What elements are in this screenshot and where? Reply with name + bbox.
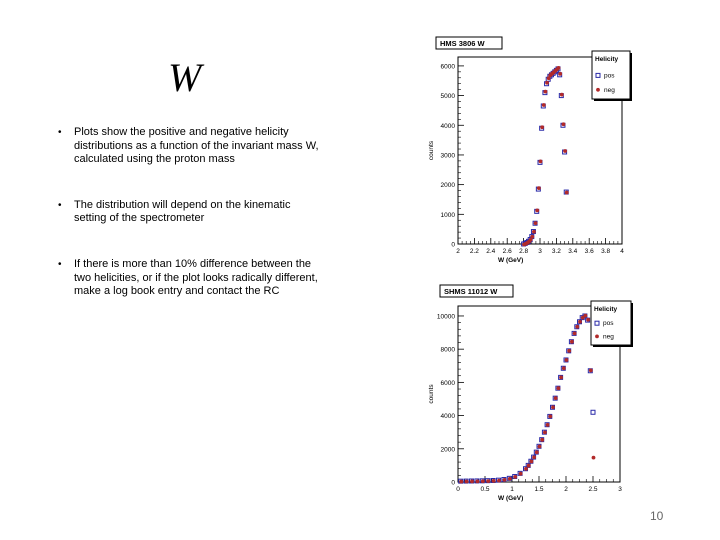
bullet-dot-icon: • [58,199,62,211]
x-tick-label: 2.8 [519,248,529,255]
data-point-neg [486,479,490,483]
legend-marker-neg [596,88,600,92]
data-point-neg [540,438,544,442]
x-tick-label: 2.5 [588,486,598,493]
shms-w-chart [425,280,640,505]
data-point-neg [513,475,517,479]
hms-w-chart [425,33,640,265]
y-tick-label: 5000 [440,93,455,101]
data-point-pos [591,410,595,414]
data-point-neg [497,479,501,483]
bullet-text: If there is more than 10% difference between the two helicities, or if the plot looks radically different, make a log book entry and contact the RC [74,257,318,298]
x-tick-label: 3 [618,486,622,493]
x-tick-label: 2 [564,486,568,493]
y-tick-label: 10000 [436,313,455,321]
bullet-item [58,199,323,226]
data-point-neg [470,480,474,484]
data-point-neg [540,125,544,129]
x-tick-label: 0.5 [480,486,490,493]
data-point-neg [584,314,588,318]
x-axis-label: W (GeV) [498,495,524,502]
y-tick-label: 2000 [440,446,455,454]
data-point-neg [534,221,538,225]
y-tick-label: 1000 [440,211,455,219]
slide-title: W [168,55,202,100]
data-point-neg [573,331,577,335]
data-point-neg [481,479,485,483]
x-tick-label: 3.6 [584,248,594,255]
data-point-neg [465,480,469,484]
x-tick-label: 3.4 [568,248,578,255]
y-tick-label: 6000 [440,379,455,387]
bullet-text: The distribution will depend on the kinematic setting of the spectrometer [74,198,291,225]
data-point-neg [551,405,555,409]
bullet-item [58,258,323,299]
y-tick-label: 4000 [440,122,455,130]
data-point-neg [535,208,539,212]
data-point-neg [562,122,566,126]
shms-w-plot [425,280,640,505]
data-point-neg [578,320,582,324]
bullet-text: Plots show the positive and negative helicity distributions as a function of the invariant mass W, calculated using the proton mass [74,126,319,166]
chart-title: SHMS 11012 W [444,287,498,296]
data-point-neg [559,375,563,379]
data-point-neg [538,445,542,449]
data-point-neg [532,455,536,459]
legend-entry-neg: neg [603,333,614,341]
y-axis-label: counts [428,140,435,161]
data-point-neg [557,66,561,70]
data-point-neg [519,472,523,476]
y-tick-label: 2000 [440,182,455,190]
y-tick-label: 0 [451,241,455,249]
hms-w-plot [425,33,640,265]
data-point-neg [492,479,496,483]
y-tick-label: 0 [451,479,455,487]
x-tick-label: 3 [538,248,542,255]
data-point-neg [565,358,569,362]
page-number: 10 [650,509,664,523]
data-point-neg [527,464,531,468]
data-point-neg [589,369,593,373]
data-point-neg [548,415,552,419]
legend-title: Helicity [595,56,619,63]
y-tick-label: 4000 [440,413,455,421]
data-point-neg [539,159,543,163]
data-point-neg [545,81,549,85]
data-point-neg [586,318,590,322]
bullet-dot-icon: • [58,127,62,138]
data-point-neg [530,460,534,464]
legend-title: Helicity [594,306,618,313]
data-point-neg [544,90,548,94]
data-point-neg [532,230,536,234]
x-tick-label: 2.4 [486,248,496,255]
legend-marker-neg [595,335,599,339]
bullet-item [58,126,323,167]
data-point-neg [530,235,534,239]
y-tick-label: 3000 [440,152,455,160]
x-tick-label: 1.5 [534,486,544,493]
data-point-neg [543,430,547,434]
data-point-neg [562,366,566,370]
data-point-neg [570,340,574,344]
legend-entry-neg: neg [604,86,615,94]
data-point-neg [537,186,541,190]
x-tick-label: 1 [510,486,514,493]
data-point-neg [557,386,561,390]
data-point-neg [535,450,539,454]
data-point-neg [459,480,463,484]
data-point-neg [503,478,507,482]
x-tick-label: 4 [620,248,624,255]
bullet-dot-icon: • [58,258,62,270]
data-point-neg [542,103,546,107]
bullet-list [58,126,323,331]
data-point-neg [575,325,579,329]
x-tick-label: 3.8 [601,248,611,255]
x-tick-label: 2.6 [502,248,512,255]
legend-entry-pos: pos [603,320,614,328]
data-point-neg [554,396,558,400]
data-point-neg [476,479,480,483]
data-point-neg [563,149,567,153]
x-tick-label: 3.2 [551,248,561,255]
data-point-neg [524,467,528,471]
legend-entry-pos: pos [604,72,615,80]
data-point-neg [560,93,564,97]
y-axis-label: counts [428,384,435,404]
data-point-neg [565,191,569,195]
chart-title: HMS 3806 W [440,39,485,48]
y-tick-label: 8000 [440,346,455,354]
data-point-neg [567,349,571,353]
data-point-neg [508,477,512,481]
data-point-neg [592,456,596,460]
y-tick-label: 6000 [440,63,455,71]
x-tick-label: 2.2 [469,248,479,255]
x-axis-label: W (GeV) [498,257,524,264]
data-point-neg [546,423,550,427]
data-point-neg [558,72,562,76]
x-tick-label: 0 [456,486,460,493]
x-tick-label: 2 [456,248,460,255]
